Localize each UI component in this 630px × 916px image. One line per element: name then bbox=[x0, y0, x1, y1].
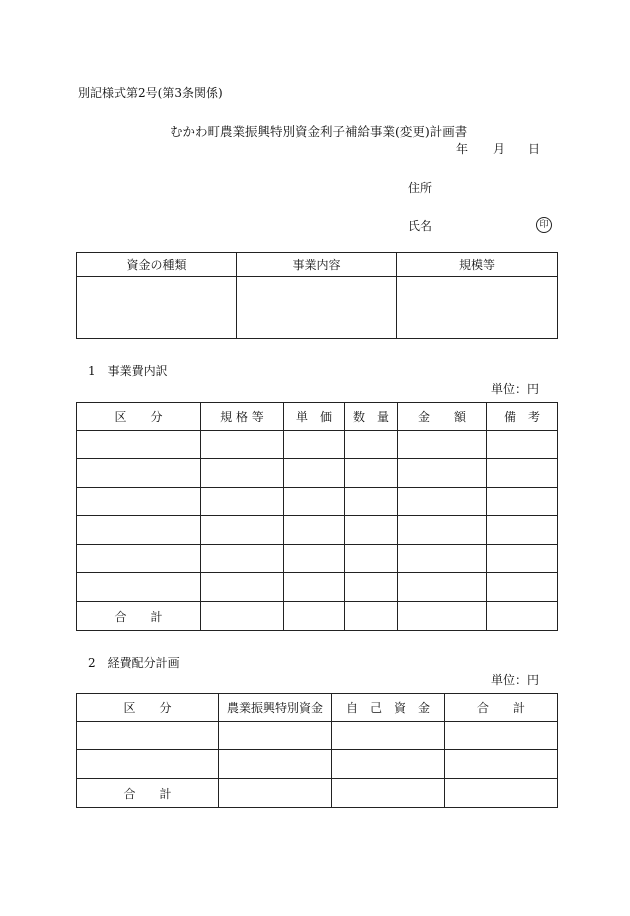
own-fund-cell[interactable] bbox=[332, 750, 445, 779]
quantity-cell[interactable] bbox=[345, 573, 398, 602]
business-content-header: 事業内容 bbox=[237, 253, 397, 277]
fund-table-row bbox=[77, 277, 558, 339]
remarks-cell[interactable] bbox=[487, 602, 558, 631]
spec-cell[interactable] bbox=[201, 573, 284, 602]
amount-cell[interactable] bbox=[398, 488, 487, 516]
quantity-header: 数 量 bbox=[345, 403, 398, 431]
spec-cell[interactable] bbox=[201, 431, 284, 459]
page-title: むかわ町農業振興特別資金利子補給事業(変更)計画書 bbox=[170, 124, 468, 139]
fund-table-header bbox=[77, 253, 558, 277]
amount-cell[interactable] bbox=[398, 459, 487, 488]
remarks-cell[interactable] bbox=[487, 459, 558, 488]
business-content-cell[interactable] bbox=[237, 277, 397, 339]
scale-cell[interactable] bbox=[397, 277, 558, 339]
table-row bbox=[77, 545, 558, 573]
name-label: 氏名 bbox=[408, 219, 433, 233]
total-header: 合 計 bbox=[445, 694, 558, 722]
table-row bbox=[77, 488, 558, 516]
seal-mark bbox=[536, 216, 552, 233]
special-fund-cell[interactable] bbox=[219, 779, 332, 808]
category-cell[interactable] bbox=[77, 722, 219, 750]
unit-price-cell[interactable] bbox=[284, 516, 345, 545]
section2-unit: 単位：円 bbox=[491, 673, 540, 687]
seal-text: 印 bbox=[536, 217, 552, 233]
fund-table bbox=[76, 252, 558, 339]
own-fund-cell[interactable] bbox=[332, 722, 445, 750]
category-header: 区 分 bbox=[77, 403, 201, 431]
own-fund-cell[interactable] bbox=[332, 779, 445, 808]
spec-cell[interactable] bbox=[201, 488, 284, 516]
section1-heading: 1 事業費内訳 bbox=[88, 364, 168, 378]
scale-header: 規模等 bbox=[397, 253, 558, 277]
quantity-cell[interactable] bbox=[345, 488, 398, 516]
category-cell[interactable] bbox=[77, 545, 201, 573]
special-fund-cell[interactable] bbox=[219, 750, 332, 779]
quantity-cell[interactable] bbox=[345, 516, 398, 545]
category-cell[interactable] bbox=[77, 488, 201, 516]
cost-breakdown-header bbox=[77, 403, 558, 431]
total-row bbox=[77, 779, 558, 808]
fund-type-header: 資金の種類 bbox=[77, 253, 237, 277]
address-label: 住所 bbox=[408, 181, 433, 195]
unit-price-cell[interactable] bbox=[284, 545, 345, 573]
date-month: 月 bbox=[493, 142, 506, 156]
remarks-cell[interactable] bbox=[487, 516, 558, 545]
spec-cell[interactable] bbox=[201, 545, 284, 573]
quantity-cell[interactable] bbox=[345, 545, 398, 573]
unit-price-cell[interactable] bbox=[284, 459, 345, 488]
category-header: 区 分 bbox=[77, 694, 219, 722]
spec-cell[interactable] bbox=[201, 516, 284, 545]
remarks-cell[interactable] bbox=[487, 573, 558, 602]
section1-unit: 単位：円 bbox=[491, 382, 540, 396]
remarks-cell[interactable] bbox=[487, 488, 558, 516]
category-cell[interactable] bbox=[77, 516, 201, 545]
total-cell[interactable] bbox=[445, 722, 558, 750]
remarks-header: 備 考 bbox=[487, 403, 558, 431]
spec-cell[interactable] bbox=[201, 602, 284, 631]
special-fund-cell[interactable] bbox=[219, 722, 332, 750]
total-cell[interactable] bbox=[445, 779, 558, 808]
table-row bbox=[77, 722, 558, 750]
spec-cell[interactable] bbox=[201, 459, 284, 488]
date-day: 日 bbox=[528, 142, 541, 156]
special-fund-header: 農業振興特別資金 bbox=[219, 694, 332, 722]
unit-price-cell[interactable] bbox=[284, 431, 345, 459]
category-cell[interactable] bbox=[77, 573, 201, 602]
date-year: 年 bbox=[456, 142, 469, 156]
cost-breakdown-table bbox=[76, 402, 558, 631]
category-cell[interactable] bbox=[77, 459, 201, 488]
amount-cell[interactable] bbox=[398, 602, 487, 631]
unit-price-header: 単 価 bbox=[284, 403, 345, 431]
table-row bbox=[77, 573, 558, 602]
unit-price-cell[interactable] bbox=[284, 602, 345, 631]
quantity-cell[interactable] bbox=[345, 459, 398, 488]
total-cell[interactable] bbox=[445, 750, 558, 779]
form-id: 別記様式第2号(第3条関係) bbox=[78, 86, 223, 100]
amount-header: 金 額 bbox=[398, 403, 487, 431]
amount-cell[interactable] bbox=[398, 431, 487, 459]
budget-allocation-table bbox=[76, 693, 558, 808]
total-row bbox=[77, 602, 558, 631]
amount-cell[interactable] bbox=[398, 516, 487, 545]
spec-header: 規 格 等 bbox=[201, 403, 284, 431]
category-cell[interactable] bbox=[77, 431, 201, 459]
quantity-cell[interactable] bbox=[345, 431, 398, 459]
amount-cell[interactable] bbox=[398, 545, 487, 573]
table-row bbox=[77, 459, 558, 488]
table-row bbox=[77, 516, 558, 545]
total-label: 合 計 bbox=[77, 602, 201, 631]
table-row bbox=[77, 431, 558, 459]
section2-heading: 2 経費配分計画 bbox=[88, 656, 180, 670]
remarks-cell[interactable] bbox=[487, 545, 558, 573]
table-row bbox=[77, 750, 558, 779]
own-fund-header: 自 己 資 金 bbox=[332, 694, 445, 722]
quantity-cell[interactable] bbox=[345, 602, 398, 631]
remarks-cell[interactable] bbox=[487, 431, 558, 459]
total-label: 合 計 bbox=[77, 779, 219, 808]
category-cell[interactable] bbox=[77, 750, 219, 779]
unit-price-cell[interactable] bbox=[284, 573, 345, 602]
fund-type-cell[interactable] bbox=[77, 277, 237, 339]
budget-allocation-header bbox=[77, 694, 558, 722]
amount-cell[interactable] bbox=[398, 573, 487, 602]
unit-price-cell[interactable] bbox=[284, 488, 345, 516]
